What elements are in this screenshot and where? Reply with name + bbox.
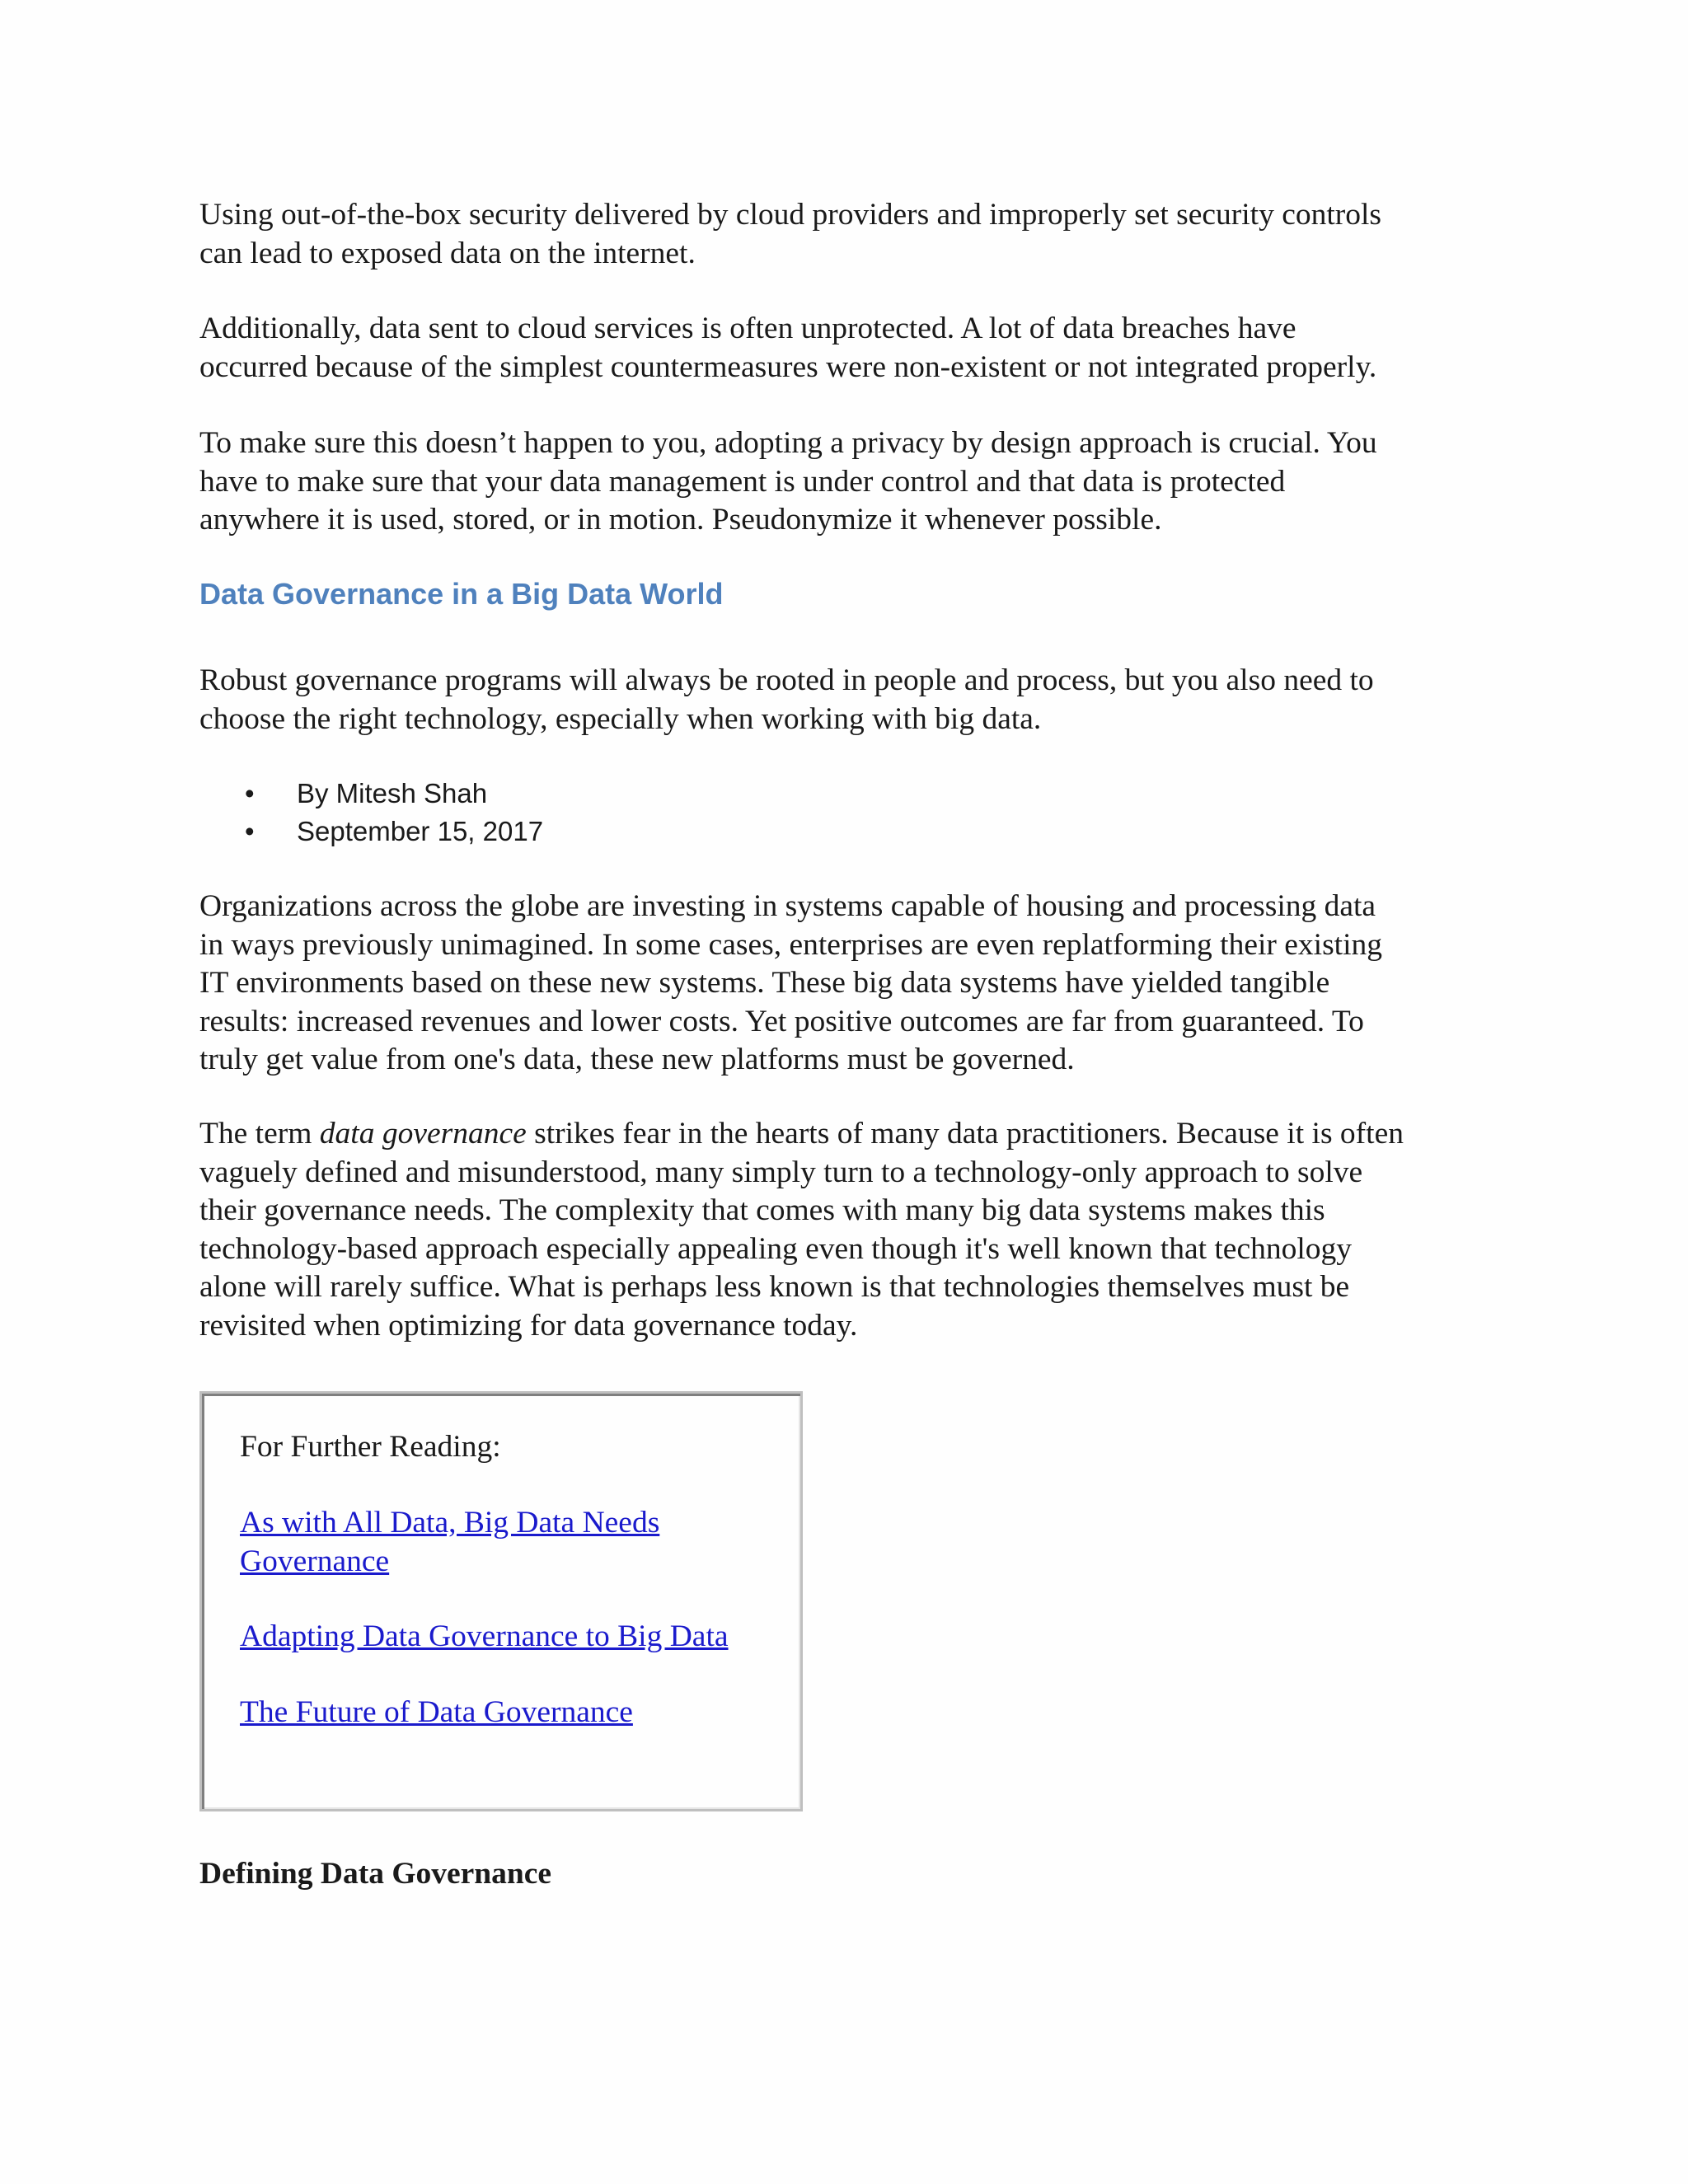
link-future-of-data-governance[interactable]: The Future of Data Governance — [240, 1695, 633, 1729]
byline-list — [199, 775, 543, 851]
article-summary: Robust governance programs will always be rooted in people and process, but you also need to choose the right technology, especially when working with big data. — [199, 663, 1374, 736]
paragraph-unprotected-data: Additionally, data sent to cloud services is often unprotected. A lot of data breaches have occurred because of the simplest countermeasures were non-existent or not integrated properly. — [199, 312, 1377, 384]
byline-author — [199, 775, 543, 813]
section-heading-defining-data-governance: Defining Data Governance — [199, 1857, 552, 1891]
further-reading-label: For Further Reading: — [240, 1430, 501, 1464]
bullet-icon: • — [245, 816, 255, 846]
bullet-icon: • — [245, 778, 255, 808]
text-prefix: The term — [199, 1117, 320, 1151]
link-adapting-data-governance[interactable]: Adapting Data Governance to Big Data — [240, 1619, 729, 1653]
text-rest: strikes fear in the hearts of many data practitioners. Because it is often vaguely defined and misunderstood, many simply turn to a technology-only approach to solve their governance needs. The complexity that comes with many big data systems makes this technology-based approach especially appealing even though it's well known that technology alone will rarely suffice. What is perhaps less known is that technologies themselves must be revisited when optimizing for data governance today. — [199, 1117, 1404, 1343]
article-title: Data Governance in a Big Data World — [199, 577, 724, 611]
term-italic: data governance — [319, 1117, 527, 1151]
paragraph-term-data-governance — [199, 1115, 1535, 1345]
link-big-data-needs-governance[interactable]: As with All Data, Big Data Needs Governance — [240, 1506, 660, 1578]
further-reading-box — [199, 1391, 803, 1811]
paragraph-privacy-by-design: To make sure this doesn’t happen to you, adopting a privacy by design approach is crucial. You have to make sure that your data management is under control and that data is protected anywhere it is used, stored, or in motion. Pseudonymize it whenever possible. — [199, 426, 1377, 537]
publish-date: September 15, 2017 — [297, 816, 544, 846]
paragraph-cloud-security: Using out-of-the-box security delivered by cloud providers and improperly set security controls can lead to exposed data on the internet. — [199, 198, 1382, 270]
byline-date — [199, 813, 543, 851]
author-name: By Mitesh Shah — [297, 778, 488, 808]
paragraph-organizations: Organizations across the globe are investing in systems capable of housing and processing data in ways previously unimagined. In some cases, enterprises are even replatforming their existing IT environments based on these new systems. These big data systems have yielded tangible results: increased revenues and lower costs. Yet positive outcomes are far from guaranteed. To truly get value from one's data, these new platforms must be governed. — [199, 889, 1382, 1076]
